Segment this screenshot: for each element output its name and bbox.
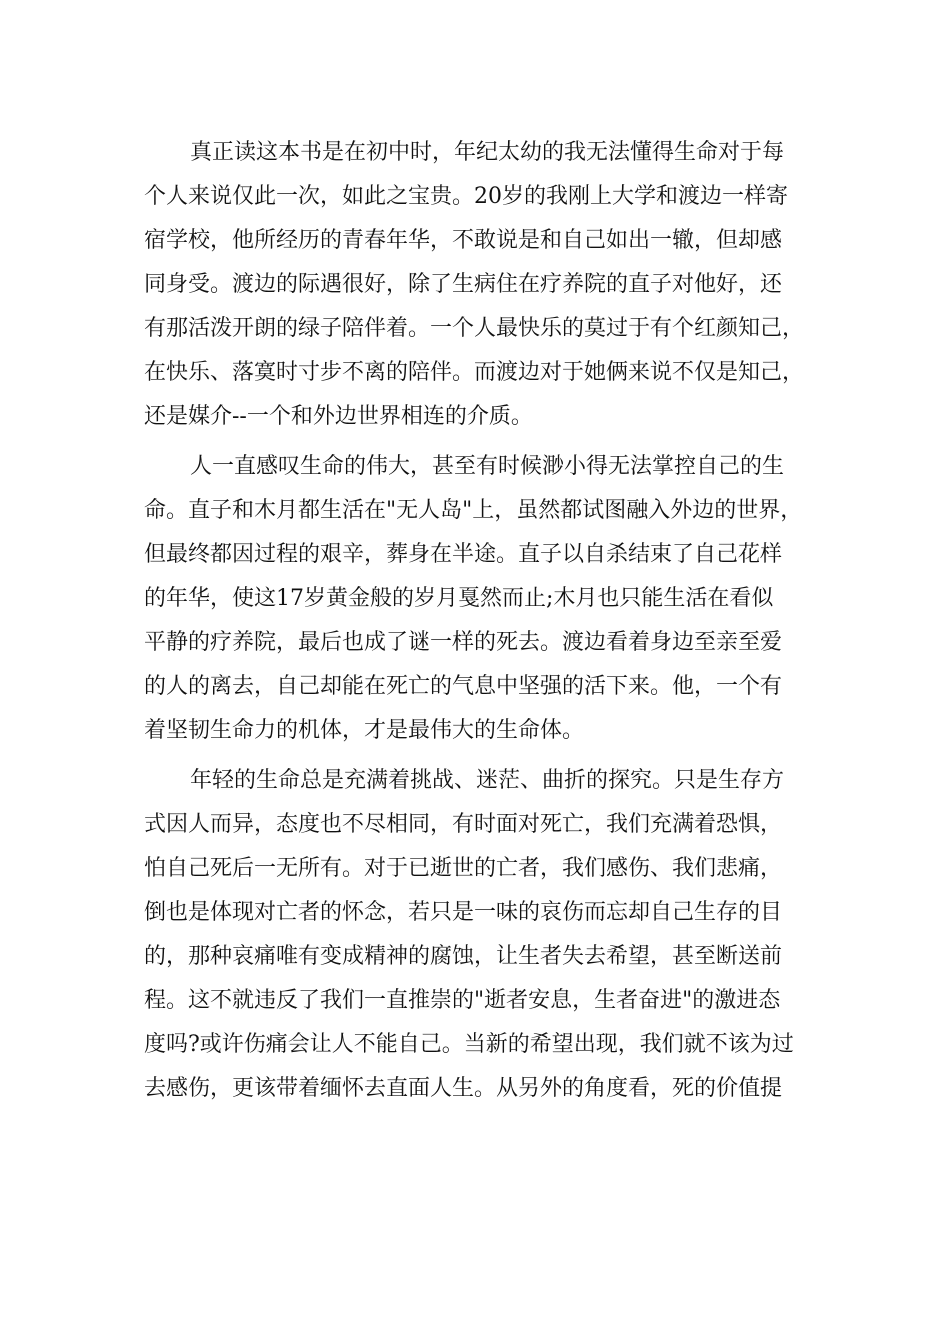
body-text <box>144 131 824 1117</box>
paragraph-line: 但最终都因过程的艰辛，葬身在半途。直子以自杀结束了自己花样 <box>144 542 783 567</box>
paragraph-line: 式因人而异，态度也不尽相同，有时面对死亡，我们充满着恐惧， <box>144 812 783 837</box>
paragraph-line: 平静的疗养院，最后也成了谜一样的死去。渡边看着身边至亲至爱 <box>144 630 783 655</box>
paragraph-line: 人一直感叹生命的伟大，甚至有时候渺小得无法掌控自己的生 <box>190 454 785 479</box>
paragraph-line: 宿学校，他所经历的青春年华，不敢说是和自己如出一辙，但却感 <box>144 228 783 253</box>
paragraph-line: 有那活泼开朗的绿子陪伴着。一个人最快乐的莫过于有个红颜知己， <box>144 316 805 341</box>
paragraph-line: 着坚韧生命力的机体，才是最伟大的生命体。 <box>144 718 585 743</box>
paragraph-line: 度吗?或许伤痛会让人不能自己。当新的希望出现，我们就不该为过 <box>144 1032 794 1057</box>
paragraph-line: 的人的离去，自己却能在死亡的气息中坚强的活下来。他，一个有 <box>144 674 783 699</box>
paragraph-line: 去感伤，更该带着缅怀去直面人生。从另外的角度看，死的价值提 <box>144 1076 783 1101</box>
paragraph-line: 年轻的生命总是充满着挑战、迷茫、曲折的探究。只是生存方 <box>190 768 785 793</box>
paragraph-3 <box>144 759 824 1111</box>
paragraph-line: 怕自己死后一无所有。对于已逝世的亡者，我们感伤、我们悲痛， <box>144 856 783 881</box>
paragraph-1 <box>144 131 824 439</box>
paragraph-line: 的，那种哀痛唯有变成精神的腐蚀，让生者失去希望，甚至断送前 <box>144 944 783 969</box>
paragraph-line: 在快乐、落寞时寸步不离的陪伴。而渡边对于她俩来说不仅是知己， <box>144 360 805 385</box>
paragraph-line: 程。这不就违反了我们一直推崇的"逝者安息，生者奋进"的激进态 <box>144 988 781 1013</box>
paragraph-line: 真正读这本书是在初中时，年纪太幼的我无法懂得生命对于每 <box>190 140 785 165</box>
paragraph-line: 的年华，使这17岁黄金般的岁月戛然而止;木月也只能生活在看似 <box>144 586 774 611</box>
paragraph-line: 还是媒介--一个和外边世界相连的介质。 <box>144 404 533 429</box>
paragraph-2 <box>144 445 824 753</box>
paragraph-line: 同身受。渡边的际遇很好，除了生病住在疗养院的直子对他好，还 <box>144 272 783 297</box>
paragraph-line: 个人来说仅此一次，如此之宝贵。20岁的我刚上大学和渡边一样寄 <box>144 184 788 209</box>
paragraph-line: 倒也是体现对亡者的怀念，若只是一味的哀伤而忘却自己生存的目 <box>144 900 783 925</box>
paragraph-line: 命。直子和木月都生活在"无人岛"上，虽然都试图融入外边的世界， <box>144 498 803 523</box>
